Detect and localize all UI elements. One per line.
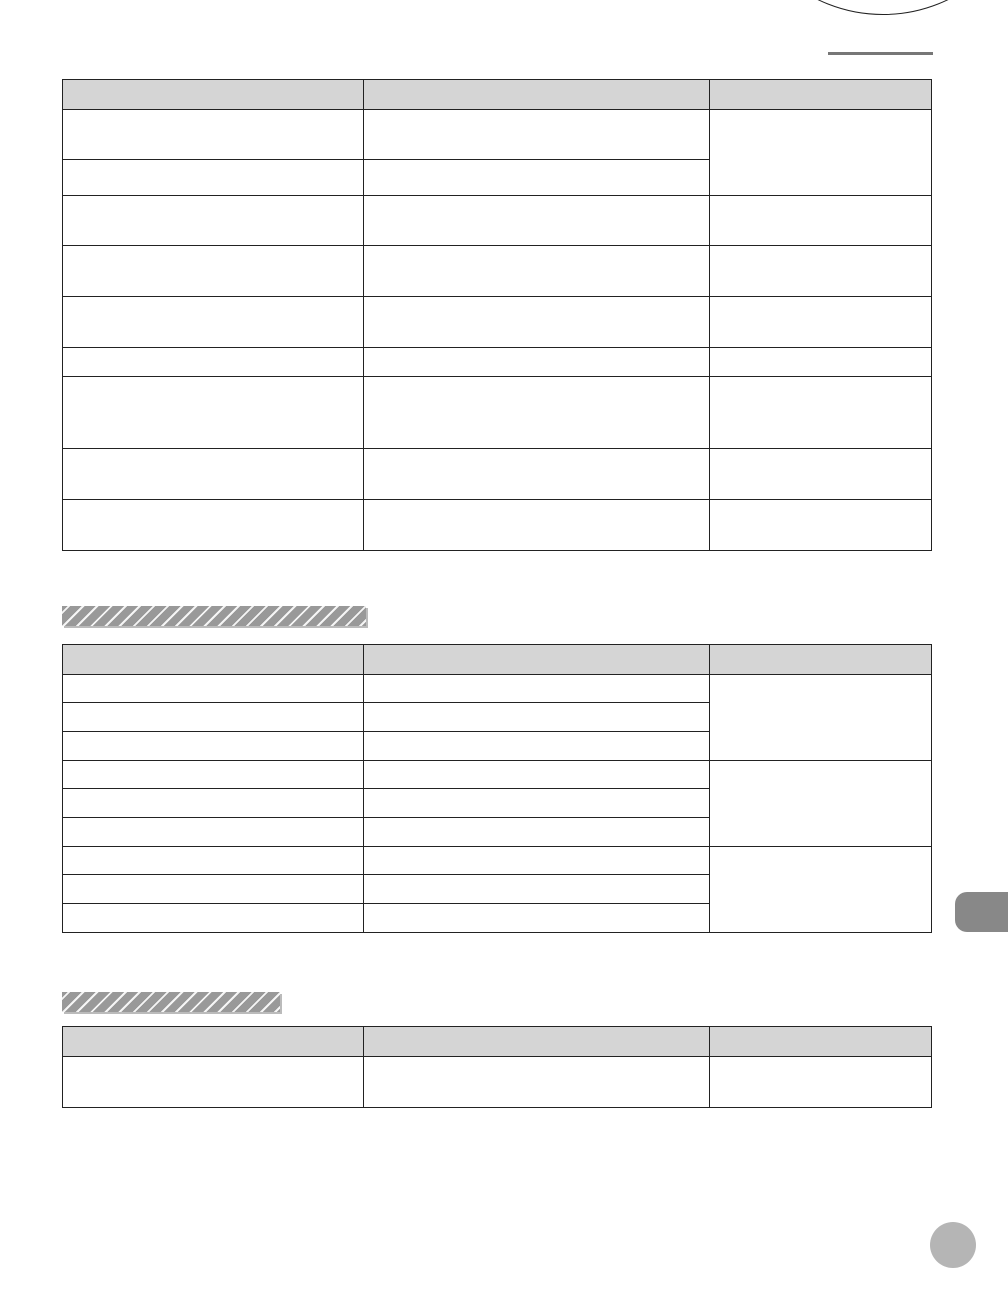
- header-cell: [710, 1027, 932, 1057]
- table-cell: [364, 449, 710, 500]
- header-cell: [364, 645, 710, 675]
- table-cell: [364, 348, 710, 377]
- table-cell: [63, 675, 364, 703]
- table-cell: [364, 875, 710, 904]
- table-cell: [710, 1057, 932, 1108]
- table-cell: [364, 818, 710, 847]
- table-cell: [63, 818, 364, 847]
- table-cell: [63, 703, 364, 732]
- table-header-row: [63, 645, 932, 675]
- header-cell: [710, 645, 932, 675]
- table-cell: [63, 246, 364, 297]
- chapter-tab: [955, 892, 1008, 932]
- table-cell: [710, 246, 932, 297]
- table-row: [63, 297, 932, 348]
- table-cell: [364, 1057, 710, 1108]
- table-cell: [63, 297, 364, 348]
- table-row: [63, 847, 932, 875]
- table-cell: [63, 348, 364, 377]
- table-cell: [364, 703, 710, 732]
- table-cell: [364, 196, 710, 246]
- table-row: [63, 110, 932, 160]
- table-row: [63, 449, 932, 500]
- table-cell: [710, 110, 932, 196]
- table-cell: [63, 449, 364, 500]
- settings-table-2: [62, 644, 932, 933]
- table-cell: [364, 732, 710, 761]
- table-cell: [63, 500, 364, 551]
- table-row: [63, 675, 932, 703]
- settings-table-3: [62, 1026, 932, 1108]
- settings-table-1: [62, 79, 932, 551]
- table-cell: [63, 732, 364, 761]
- corner-arc-decoration: [733, 0, 1008, 15]
- table-cell: [63, 1057, 364, 1108]
- table-row: [63, 500, 932, 551]
- table-cell: [710, 377, 932, 449]
- table-cell: [710, 196, 932, 246]
- table-cell: [710, 500, 932, 551]
- table-row: [63, 246, 932, 297]
- corner-arc-mask: [700, 0, 740, 20]
- header-cell: [364, 80, 710, 110]
- table-cell: [710, 449, 932, 500]
- table-row: [63, 348, 932, 377]
- table-cell: [364, 675, 710, 703]
- header-cell: [63, 80, 364, 110]
- table-cell: [63, 789, 364, 818]
- table-cell: [63, 377, 364, 449]
- table-header-row: [63, 80, 932, 110]
- table-row: [63, 1057, 932, 1108]
- table-cell: [710, 761, 932, 847]
- table-cell: [364, 904, 710, 933]
- page-number-badge: [930, 1222, 976, 1268]
- table-cell: [364, 500, 710, 551]
- table-cell: [63, 875, 364, 904]
- table-cell: [710, 847, 932, 933]
- table-cell: [364, 377, 710, 449]
- table-header-row: [63, 1027, 932, 1057]
- table-cell: [63, 847, 364, 875]
- table-cell: [364, 160, 710, 196]
- table-cell: [63, 904, 364, 933]
- table-cell: [63, 761, 364, 789]
- table-row: [63, 377, 932, 449]
- table-cell: [710, 297, 932, 348]
- table-cell: [364, 110, 710, 160]
- header-cell: [63, 1027, 364, 1057]
- table-cell: [364, 761, 710, 789]
- section-heading: [62, 606, 366, 626]
- table-cell: [364, 246, 710, 297]
- table-cell: [364, 847, 710, 875]
- table-cell: [63, 196, 364, 246]
- header-cell: [364, 1027, 710, 1057]
- header-rule: [828, 52, 933, 55]
- header-cell: [710, 80, 932, 110]
- table-cell: [364, 789, 710, 818]
- table-row: [63, 761, 932, 789]
- header-cell: [63, 645, 364, 675]
- table-cell: [710, 348, 932, 377]
- table-cell: [710, 675, 932, 761]
- table-row: [63, 196, 932, 246]
- section-heading: [62, 992, 280, 1012]
- table-cell: [63, 160, 364, 196]
- table-cell: [364, 297, 710, 348]
- table-cell: [63, 110, 364, 160]
